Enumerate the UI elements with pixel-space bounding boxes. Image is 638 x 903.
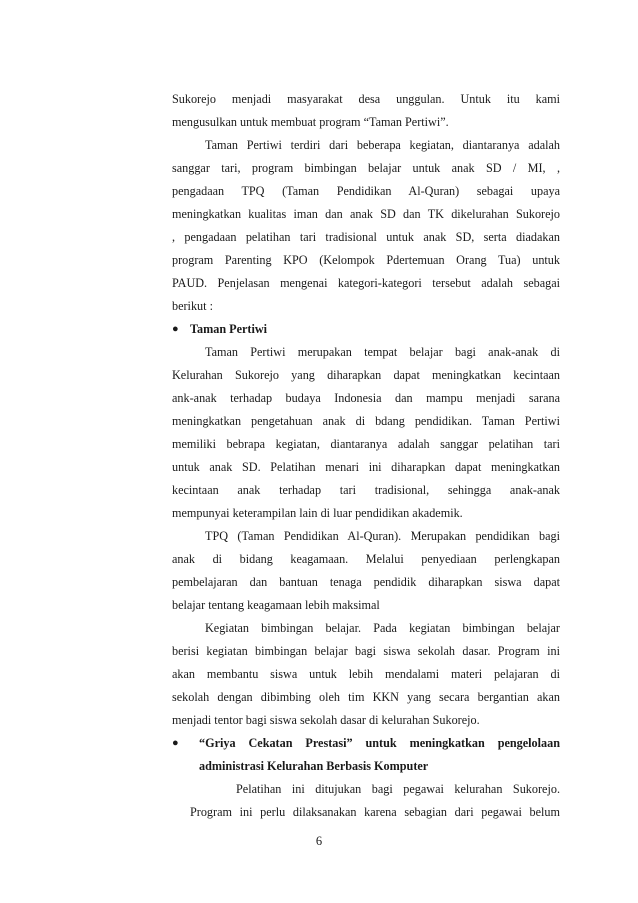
section-heading: “Griya Cekatan Prestasi” untuk meningkatkan pengelolaan [199,736,560,750]
text-line: pengadaan TPQ (Taman Pendidikan Al-Quran) sebagai upaya [172,184,560,198]
text-line: akan membantu siswa untuk lebih mendalami materi pelajaran di [172,667,560,681]
text-line: Taman Pertiwi merupakan tempat belajar bagi anak-anak di [205,345,560,359]
section-heading: administrasi Kelurahan Berbasis Komputer [199,759,429,773]
text-line: , pengadaan pelatihan tari tradisional untuk anak SD, serta diadakan [172,230,560,244]
text-line: untuk anak SD. Pelatihan menari ini diharapkan dapat meningkatkan [172,460,560,474]
section-heading: Taman Pertiwi [190,322,268,336]
bullet-icon: ● [172,737,179,749]
text-line: sekolah dengan dibimbing oleh tim KKN yang secara bergantian akan [172,690,560,704]
text-line: PAUD. Penjelasan mengenai kategori-kategori tersebut adalah sebagai [172,276,560,290]
text-line: memiliki bebrapa kegiatan, diantaranya adalah sanggar pelatihan tari [172,437,560,451]
text-line: program Parenting KPO (Kelompok Pdertemuan Orang Tua) untuk [172,253,560,267]
text-line: Pelatihan ini ditujukan bagi pegawai kelurahan Sukorejo. [236,782,560,796]
text-line: sanggar tari, program bimbingan belajar untuk anak SD / MI, , [172,161,560,175]
page-number: 6 [315,834,323,848]
text-line: meningkatkan kualitas iman dan anak SD dan TK dikelurahan Sukorejo [172,207,560,221]
text-line: belajar tentang keagamaan lebih maksimal [172,598,380,612]
text-line [172,115,560,130]
text-line: anak di bidang keagamaan. Melalui penyediaan perlengkapan [172,552,560,566]
text-line: Kegiatan bimbingan belajar. Pada kegiatan bimbingan belajar [205,621,560,635]
text-line: Taman Pertiwi terdiri dari beberapa kegiatan, diantaranya adalah [205,138,560,152]
text-line: meningkatkan pengetahuan anak di bdang pendidikan. Taman Pertiwi [172,414,560,428]
text-line: pembelajaran dan bantuan tenaga pendidik diharapkan siswa dapat [172,575,560,589]
text-line: menjadi tentor bagi siswa sekolah dasar di kelurahan Sukorejo. [172,713,480,727]
text-line: berikut : [172,299,213,313]
text-line: mempunyai keterampilan lain di luar pendidikan akademik. [172,506,463,520]
text-line: Kelurahan Sukorejo yang diharapkan dapat meningkatkan kecintaan [172,368,560,382]
text-line: ank-anak terhadap budaya Indonesia dan mampu menjadi sarana [172,391,560,405]
text-line: TPQ (Taman Pendidikan Al-Quran). Merupakan pendidikan bagi [205,529,560,543]
text-span: mengusulkan untuk membuat program “Taman Pertiwi”. [172,115,449,129]
text-line: berisi kegiatan bimbingan belajar bagi siswa sekolah dasar. Program ini [172,644,560,658]
bullet-icon: ● [172,323,179,335]
text-line: kecintaan anak terhadap tari tradisional, sehingga anak-anak [172,483,560,497]
text-line: Sukorejo menjadi masyarakat desa unggulan. Untuk itu kami [172,92,560,106]
text-line: Program ini perlu dilaksanakan karena sebagian dari pegawai belum [190,805,560,819]
